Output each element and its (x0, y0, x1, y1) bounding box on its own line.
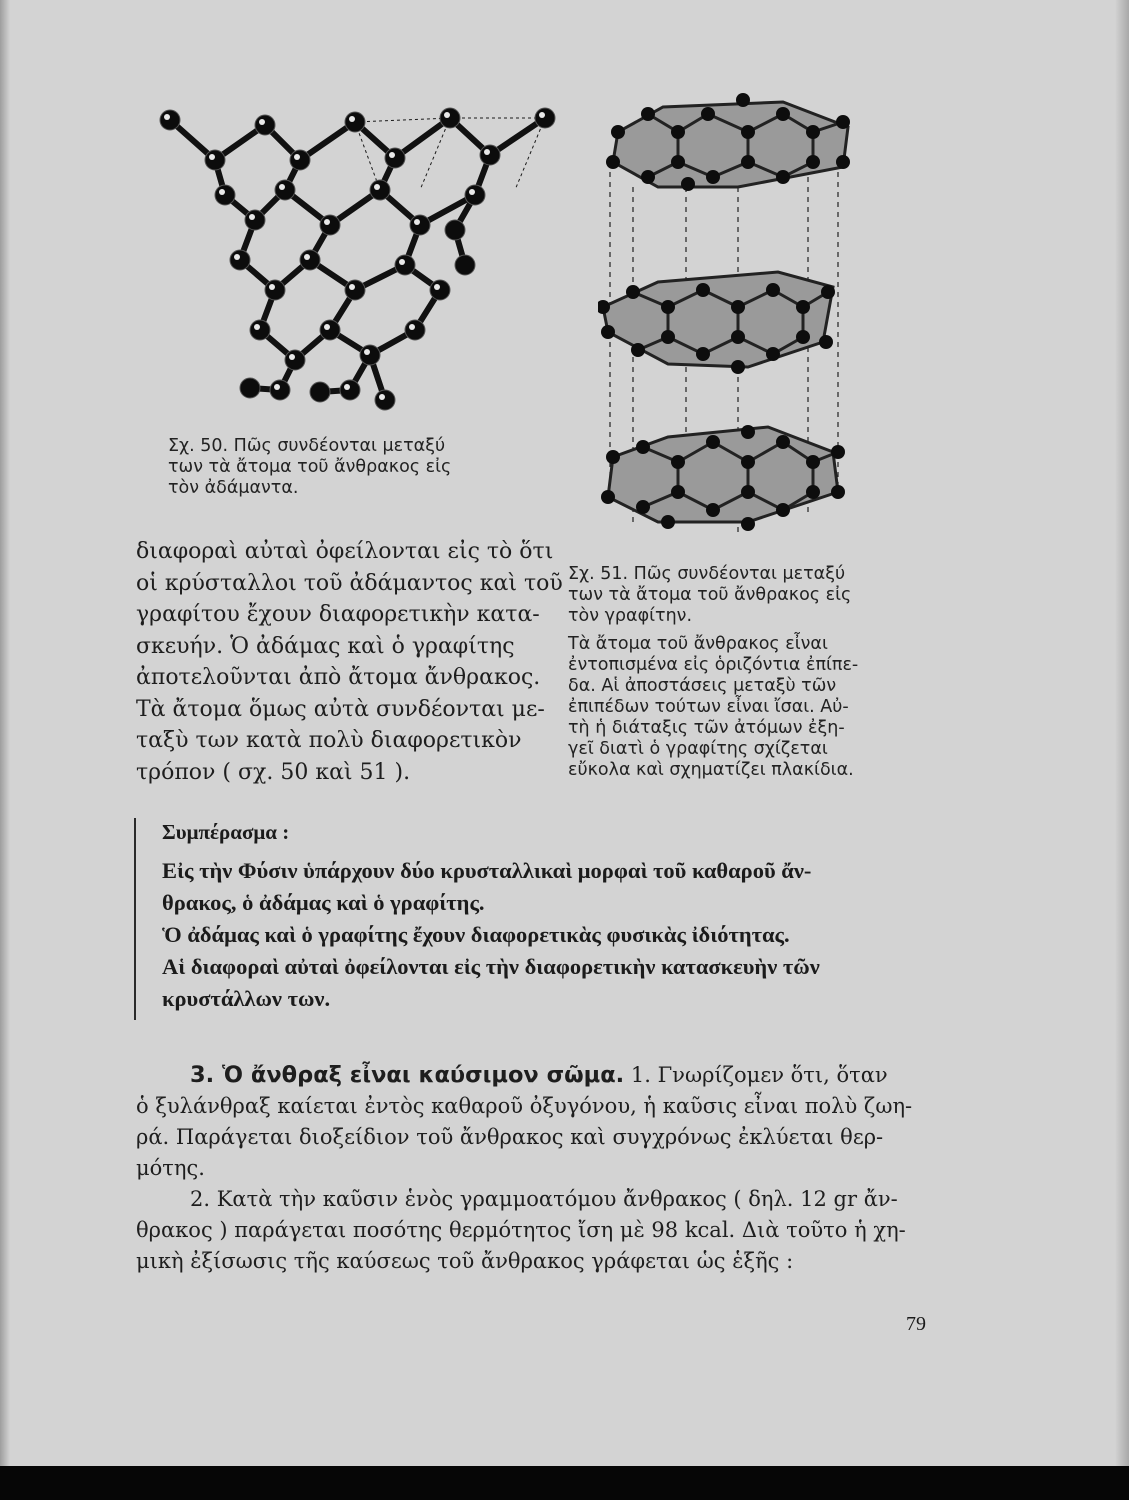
figure-51-caption (568, 564, 851, 627)
page-number: 79 (906, 1313, 926, 1335)
section-heading: 3. Ὁ ἄνθραξ εἶναι καύσιμον σῶμα. (190, 1062, 625, 1088)
section-line: ρά. Παράγεται διοξείδιον τοῦ ἄνθρακος καὶ συγχρόνως ἐκλύεται θερ- (136, 1125, 884, 1149)
paragraph-line: οἱ κρύσταλλοι τοῦ ἀδάμαντος καὶ τοῦ (136, 570, 563, 596)
caption-line: Σχ. 51. Πῶς συνδέονται μεταξύ (568, 564, 846, 584)
figure-51-note (568, 634, 858, 781)
paragraph-line: διαφοραὶ αὐταὶ ὀφείλονται εἰς τὸ ὅτι (136, 539, 554, 564)
note-line: ἐντοπισμένα εἰς ὁριζόντια ἐπίπε- (568, 655, 859, 675)
conclusion-line: Εἰς τὴν Φύσιν ὑπάρχουν δύο κρυσταλλικαὶ μορφαὶ τοῦ καθαροῦ ἄν- (162, 858, 812, 883)
page-edge-shadow-right (1115, 0, 1129, 1466)
conclusion-line: Ὁ ἀδάμας καὶ ὁ γραφίτης ἔχουν διαφορετικὰς φυσικὰς ἰδιότητας. (162, 922, 790, 947)
paragraph-line: τρόπον ( σχ. 50 καὶ 51 ). (136, 759, 411, 785)
figure-50-caption (168, 436, 451, 499)
note-line: γεῖ διατὶ ὁ γραφίτης σχίζεται (568, 739, 828, 759)
section-line: θρακος ) παράγεται ποσότης θερμότητος ἴση μὲ 98 kcal. Διὰ τοῦτο ἡ χη- (136, 1218, 906, 1242)
paragraph-line: ἀποτελοῦνται ἀπὸ ἄτομα ἄνθρακος. (136, 665, 541, 690)
conclusion-line: Αἱ διαφοραὶ αὐταὶ ὀφείλονται εἰς τὴν διαφορετικὴν κατασκευὴν τῶν (162, 954, 820, 979)
graphite-layer-top (606, 93, 850, 191)
section-first-line-rest: 1. Γνωρίζομεν ὅτι, ὅταν (624, 1063, 888, 1087)
note-line: ἐπιπέδων τούτων εἶναι ἴσαι. Αὐ- (568, 697, 849, 717)
section-line: μικὴ ἐξίσωσις τῆς καύσεως τοῦ ἄνθρακος γράφεται ὡς ἑξῆς : (136, 1249, 794, 1273)
page-edge-shadow (0, 0, 10, 1466)
note-line: εὔκολα καὶ σχηματίζει πλακίδια. (568, 760, 854, 780)
section-line: ὁ ξυλάνθραξ καίεται ἐντὸς καθαροῦ ὀξυγόνου, ἡ καῦσις εἶναι πολὺ ζωη- (136, 1094, 913, 1118)
conclusion-line: κρυστάλλων των. (162, 986, 331, 1011)
graphite-layers-figure (598, 92, 863, 537)
conclusion-box (162, 820, 962, 1015)
paragraph-line: ταξὺ των κατὰ πολὺ διαφορετικὸν (136, 728, 522, 753)
note-line: δα. Αἱ ἀποστάσεις μεταξὺ τῶν (568, 676, 837, 696)
section-line: μότης. (136, 1156, 205, 1180)
section-first-line (136, 1060, 946, 1091)
section-3 (136, 1060, 946, 1277)
caption-line: των τὰ ἄτομα τοῦ ἄνθρακος εἰς (568, 585, 852, 605)
caption-line: τὸν γραφίτην. (568, 606, 693, 626)
note-line: Τὰ ἄτομα τοῦ ἄνθρακος εἶναι (568, 634, 828, 654)
diamond-lattice-figure (150, 100, 570, 420)
caption-line: Σχ. 50. Πῶς συνδέονται μεταξύ (168, 436, 446, 456)
scan-bottom-band (0, 1466, 1129, 1500)
note-line: τὴ ἡ διάταξις τῶν ἀτόμων ἐξη- (568, 718, 845, 738)
paragraph-line: Τὰ ἄτομα ὅμως αὐτὰ συνδέονται με- (136, 696, 545, 722)
conclusion-sidebar-rule (134, 818, 136, 1020)
caption-line: τὸν ἀδάμαντα. (168, 478, 299, 498)
conclusion-title: Συμπέρασμα : (162, 820, 290, 844)
paragraph-line: σκευήν. Ὁ ἀδάμας καὶ ὁ γραφίτης (136, 633, 515, 659)
body-paragraph (136, 536, 563, 788)
paragraph-line: γραφίτου ἔχουν διαφορετικὴν κατα- (136, 602, 540, 627)
caption-line: των τὰ ἄτομα τοῦ ἄνθρακος εἰς (168, 457, 452, 477)
conclusion-line: θρακος, ὁ ἀδάμας καὶ ὁ γραφίτης. (162, 890, 485, 915)
section-line: 2. Κατὰ τὴν καῦσιν ἑνὸς γραμμοατόμου ἄνθρακος ( δηλ. 12 gr ἄν- (190, 1187, 898, 1211)
